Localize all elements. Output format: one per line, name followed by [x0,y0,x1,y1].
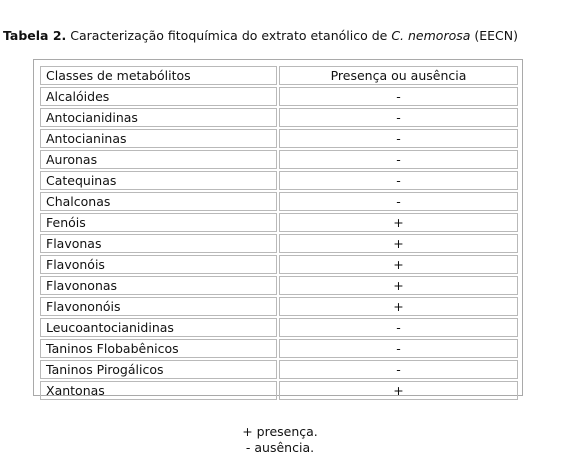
metabolite-class: Leucoantocianidinas [40,318,277,337]
metabolite-class: Alcalóides [40,87,277,106]
table-row [40,87,518,106]
metabolite-class: Taninos Pirogálicos [40,360,277,379]
table-row [40,276,518,295]
table-row [40,108,518,127]
header-presence: Presença ou ausência [279,66,518,85]
table-row [40,360,518,379]
table-row [40,339,518,358]
table-row [40,150,518,169]
legend-absent: - ausência. [245,440,315,455]
caption-suffix: (EECN) [470,28,519,43]
presence-value: - [279,192,518,211]
metabolite-class: Taninos Flobabênicos [40,339,277,358]
legend-present: + presença. [242,424,318,439]
caption-text: Caracterização fitoquímica do extrato etanólico de [66,28,392,43]
table-row [40,192,518,211]
header-classes: Classes de metabólitos [40,66,277,85]
presence-value: - [279,87,518,106]
caption-label: Tabela 2. [3,28,67,43]
table-row [40,381,518,400]
metabolites-table [38,64,520,402]
presence-value: - [279,360,518,379]
table-row [40,213,518,232]
table-row [40,129,518,148]
table-row [40,255,518,274]
metabolite-class: Antocianinas [40,129,277,148]
presence-value: - [279,129,518,148]
presence-value: + [279,234,518,253]
presence-value: - [279,171,518,190]
caption-species: C. nemorosa [391,28,471,43]
table-header-row [40,66,518,85]
presence-value: + [279,381,518,400]
table-row [40,297,518,316]
presence-value: - [279,339,518,358]
metabolite-class: Flavonóis [40,255,277,274]
metabolite-class: Chalconas [40,192,277,211]
presence-value: - [279,318,518,337]
table-row [40,318,518,337]
presence-value: - [279,150,518,169]
presence-value: + [279,297,518,316]
metabolite-class: Xantonas [40,381,277,400]
metabolite-class: Flavononóis [40,297,277,316]
metabolites-table-frame [33,59,523,396]
table-row [40,171,518,190]
presence-value: - [279,108,518,127]
metabolite-class: Catequinas [40,171,277,190]
metabolite-class: Flavononas [40,276,277,295]
presence-value: + [279,255,518,274]
metabolite-class: Flavonas [40,234,277,253]
presence-value: + [279,276,518,295]
presence-value: + [279,213,518,232]
metabolite-class: Antocianidinas [40,108,277,127]
table-caption [3,28,518,43]
metabolite-class: Fenóis [40,213,277,232]
table-row [40,234,518,253]
metabolite-class: Auronas [40,150,277,169]
